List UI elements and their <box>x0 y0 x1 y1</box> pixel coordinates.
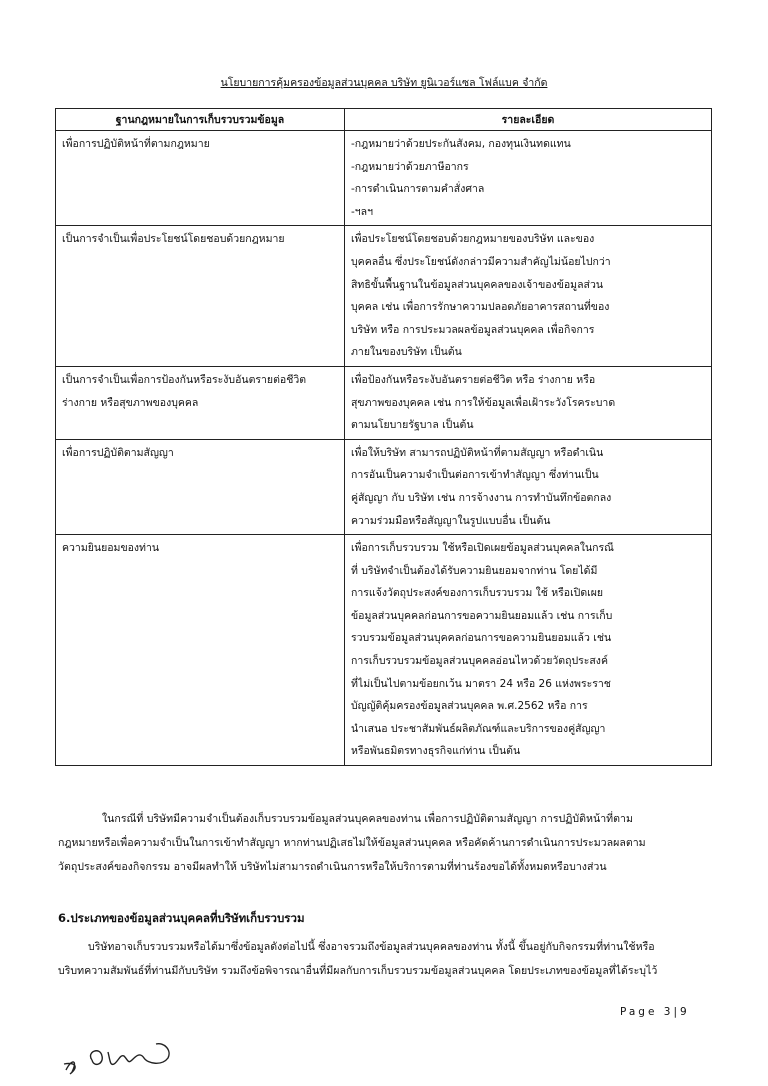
legal-basis-text: ความยินยอมของท่าน <box>62 542 160 555</box>
document-title: นโยบายการคุ้มครองข้อมูลส่วนบุคคล บริษัท ยูนิเวอร์แซล โฟล์แบค จำกัด <box>220 77 548 89</box>
detail-line: -กฎหมายว่าด้วยประกันสังคม, กองทุนเงินทดแทน <box>351 138 571 150</box>
table-row <box>56 439 712 534</box>
detail-line: ที่ไม่เป็นไปตามข้อยกเว้น มาตรา 24 หรือ 26 แห่งพระราช <box>351 677 611 690</box>
legal-basis-text: เพื่อการปฏิบัติตามสัญญา <box>62 446 174 459</box>
paragraph-line: วัตถุประสงค์ของกิจกรรม อาจมีผลทำให้ บริษัทไม่สามารถดำเนินการหรือให้บริการตามที่ท่านร้องขอได้ทั้งหมดหรือบางส่วน <box>58 861 607 873</box>
table-header-row <box>56 109 712 131</box>
detail-line: -การดำเนินการตามคำสั่งศาล <box>351 183 485 196</box>
detail-line: ตามนโยบายรัฐบาล เป็นต้น <box>351 419 474 432</box>
legal-basis-text: ร่างกาย หรือสุขภาพของบุคคล <box>62 396 199 409</box>
table-row <box>56 366 712 439</box>
legal-basis-cell <box>56 535 345 766</box>
legal-basis-text: เพื่อการปฏิบัติหน้าที่ตามกฎหมาย <box>62 138 210 150</box>
detail-line: ภายในของบริษัท เป็นต้น <box>351 346 462 359</box>
paragraph-line: ในกรณีที่ บริษัทมีความจำเป็นต้องเก็บรวบรวมข้อมูลส่วนบุคคลของท่าน เพื่อการปฏิบัติตามสัญญา การปฏิบัติหน้าที่ตาม <box>102 813 633 825</box>
legal-basis-table <box>55 108 712 766</box>
details-cell <box>345 226 712 367</box>
header-legal-basis: ฐานกฎหมายในการเก็บรวบรวมข้อมูล <box>56 109 345 131</box>
detail-line: คู่สัญญา กับ บริษัท เช่น การจ้างงาน การทำบันทึกข้อตกลง <box>351 491 612 504</box>
legal-basis-cell <box>56 131 345 226</box>
detail-line: ความร่วมมือหรือสัญญาในรูปแบบอื่น เป็นต้น <box>351 514 551 527</box>
detail-line: เพื่อการเก็บรวบรวม ใช้หรือเปิดเผยข้อมูลส่วนบุคคลในกรณี <box>351 542 614 555</box>
detail-line: การเก็บรวบรวมข้อมูลส่วนบุคคลอ่อนไหวด้วยวัตถุประสงค์ <box>351 655 608 668</box>
detail-line: เพื่อประโยชน์โดยชอบด้วยกฎหมายของบริษัท และของ <box>351 233 595 246</box>
detail-line: สิทธิขั้นพื้นฐานในข้อมูลส่วนบุคคลของเจ้าของข้อมูลส่วน <box>351 278 604 291</box>
detail-line: เพื่อป้องกันหรือระงับอันตรายต่อชีวิต หรือ ร่างกาย หรือ <box>351 373 596 386</box>
paragraph-line: บริบทความสัมพันธ์ที่ท่านมีกับบริษัท รวมถึงข้อพิจารณาอื่นที่มีผลกับการเก็บรวบรวมข้อมูลส่วนบุคคล โดยประเภทของข้อมูลที่ได้ระบุไว้ <box>58 965 658 977</box>
detail-line: นำเสนอ ประชาสัมพันธ์ผลิตภัณฑ์และบริการของคู่สัญญา <box>351 722 606 735</box>
detail-line: บริษัท หรือ การประมวลผลข้อมูลส่วนบุคคล เพื่อกิจการ <box>351 323 595 336</box>
table-row <box>56 535 712 766</box>
detail-line: บุคคล เช่น เพื่อการรักษาความปลอดภัยอาคารสถานที่ของ <box>351 301 610 314</box>
legal-basis-text: เป็นการจำเป็นเพื่อการป้องกันหรือระงับอันตรายต่อชีวิต <box>62 373 307 386</box>
table-row <box>56 226 712 367</box>
section-heading: 6.ประเภทของข้อมูลส่วนบุคคลที่บริษัทเก็บรวบรวม <box>58 911 305 925</box>
detail-line: สุขภาพของบุคคล เช่น การให้ข้อมูลเพื่อเฝ้าระวังโรคระบาด <box>351 396 616 409</box>
detail-line: ที่ บริษัทจำเป็นต้องได้รับความยินยอมจากท่าน โดยได้มี <box>351 564 598 577</box>
detail-line: การอันเป็นความจำเป็นต่อการเข้าทำสัญญา ซึ่งท่านเป็น <box>351 469 599 482</box>
detail-line: การแจ้งวัตถุประสงค์ของการเก็บรวบรวม ใช้ หรือเปิดเผย <box>351 587 604 600</box>
data-types-paragraph <box>58 935 716 983</box>
detail-line: เพื่อให้บริษัท สามารถปฏิบัติหน้าที่ตามสัญญา หรือดำเนิน <box>351 446 604 459</box>
detail-line: -ฯลฯ <box>351 205 374 218</box>
table-row <box>56 131 712 226</box>
consent-paragraph <box>58 807 716 879</box>
legal-basis-cell <box>56 439 345 534</box>
detail-line: หรือพันธมิตรทางธุรกิจแก่ท่าน เป็นต้น <box>351 745 521 758</box>
detail-line: บัญญัติคุ้มครองข้อมูลส่วนบุคคล พ.ศ.2562 หรือ การ <box>351 700 588 713</box>
page-number: Page 3|9 <box>620 1006 690 1018</box>
signature-icon <box>58 1030 178 1078</box>
details-cell <box>345 366 712 439</box>
paragraph-line: บริษัทอาจเก็บรวบรวมหรือได้มาซึ่งข้อมูลดังต่อไปนี้ ซึ่งอาจรวมถึงข้อมูลส่วนบุคคลของท่าน ทั้งนี้ ขึ้นอยู่กับกิจกรรมที่ท่านใช้หรือ <box>88 941 655 953</box>
legal-basis-text: เป็นการจำเป็นเพื่อประโยชน์โดยชอบด้วยกฎหมาย <box>62 233 285 246</box>
detail-line: รวบรวมข้อมูลส่วนบุคคลก่อนการขอความยินยอมแล้ว เช่น <box>351 632 612 645</box>
details-cell <box>345 535 712 766</box>
legal-basis-cell <box>56 366 345 439</box>
detail-line: บุคคลอื่น ซึ่งประโยชน์ดังกล่าวมีความสำคัญไม่น้อยไปกว่า <box>351 255 611 268</box>
detail-line: ข้อมูลส่วนบุคคลก่อนการขอความยินยอมแล้ว เช่น การเก็บ <box>351 609 613 622</box>
details-cell <box>345 439 712 534</box>
paragraph-line: กฎหมายหรือเพื่อความจำเป็นในการเข้าทำสัญญา หากท่านปฏิเสธไม่ให้ข้อมูลส่วนบุคคล หรือคัดค้านการดำเนินการประมวลผลตาม <box>58 837 646 849</box>
details-cell <box>345 131 712 226</box>
header-details: รายละเอียด <box>345 109 712 131</box>
detail-line: -กฎหมายว่าด้วยภาษีอากร <box>351 160 469 173</box>
legal-basis-cell <box>56 226 345 367</box>
